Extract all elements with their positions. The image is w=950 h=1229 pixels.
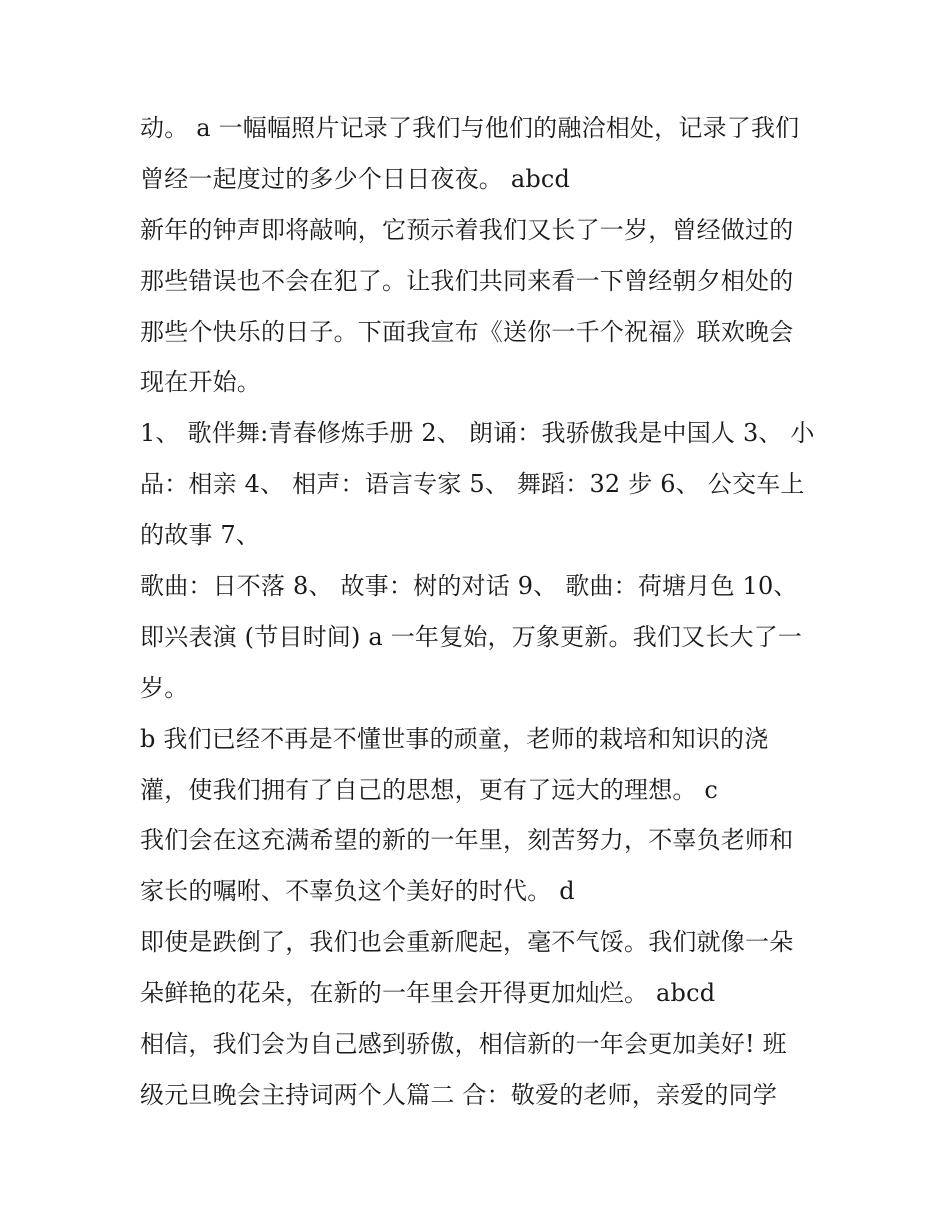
text-line: 新年的钟声即将敲响，它预示着我们又长了一岁，曾经做过的 xyxy=(140,215,794,244)
text-line: 那些个快乐的日子。下面我宣布《送你一千个祝福》联欢晚会 xyxy=(140,317,794,346)
text-line: 灌，使我们拥有了自己的思想，更有了远大的理想。 c xyxy=(140,775,719,804)
body-text xyxy=(140,103,820,1121)
text-line: 1、 歌伴舞:青春修炼手册 2、 朗诵：我骄傲我是中国人 3、 小 xyxy=(140,419,815,448)
text-line: 我们会在这充满希望的新的一年里，刻苦努力，不辜负老师和 xyxy=(140,826,794,855)
text-line: 动。 a 一幅幅照片记录了我们与他们的融洽相处，记录了我们 xyxy=(140,114,800,142)
text-line: 现在开始。 xyxy=(140,368,261,397)
text-line: 品：相亲 4、 相声：语言专家 5、 舞蹈：32 步 6、 公交车上 xyxy=(140,470,805,499)
text-line: 的故事 7、 xyxy=(140,521,261,550)
text-line: b 我们已经不再是不懂世事的顽童，老师的栽培和知识的浇 xyxy=(140,724,769,753)
text-line: 那些错误也不会在犯了。让我们共同来看一下曾经朝夕相处的 xyxy=(140,266,794,295)
text-line: 曾经一起度过的多少个日日夜夜。 abcd xyxy=(140,164,571,193)
text-line: 岁。 xyxy=(140,673,189,702)
text-line: 即使是跌倒了，我们也会重新爬起，毫不气馁。我们就像一朵 xyxy=(140,928,794,957)
text-line: 歌曲：日不落 8、 故事：树的对话 9、 歌曲：荷塘月色 10、 xyxy=(140,572,798,601)
text-line: 级元旦晚会主持词两个人篇二 合：敬爱的老师，亲爱的同学 xyxy=(140,1080,778,1109)
text-line: 即兴表演 (节目时间) a 一年复始，万象更新。我们又长大了一 xyxy=(140,622,803,651)
text-line: 相信，我们会为自己感到骄傲，相信新的一年会更加美好! 班 xyxy=(140,1030,787,1059)
text-line: 朵鲜艳的花朵，在新的一年里会开得更加灿烂。 abcd xyxy=(140,979,716,1008)
text-line: 家长的嘱咐、不辜负这个美好的时代。 d xyxy=(140,877,575,906)
